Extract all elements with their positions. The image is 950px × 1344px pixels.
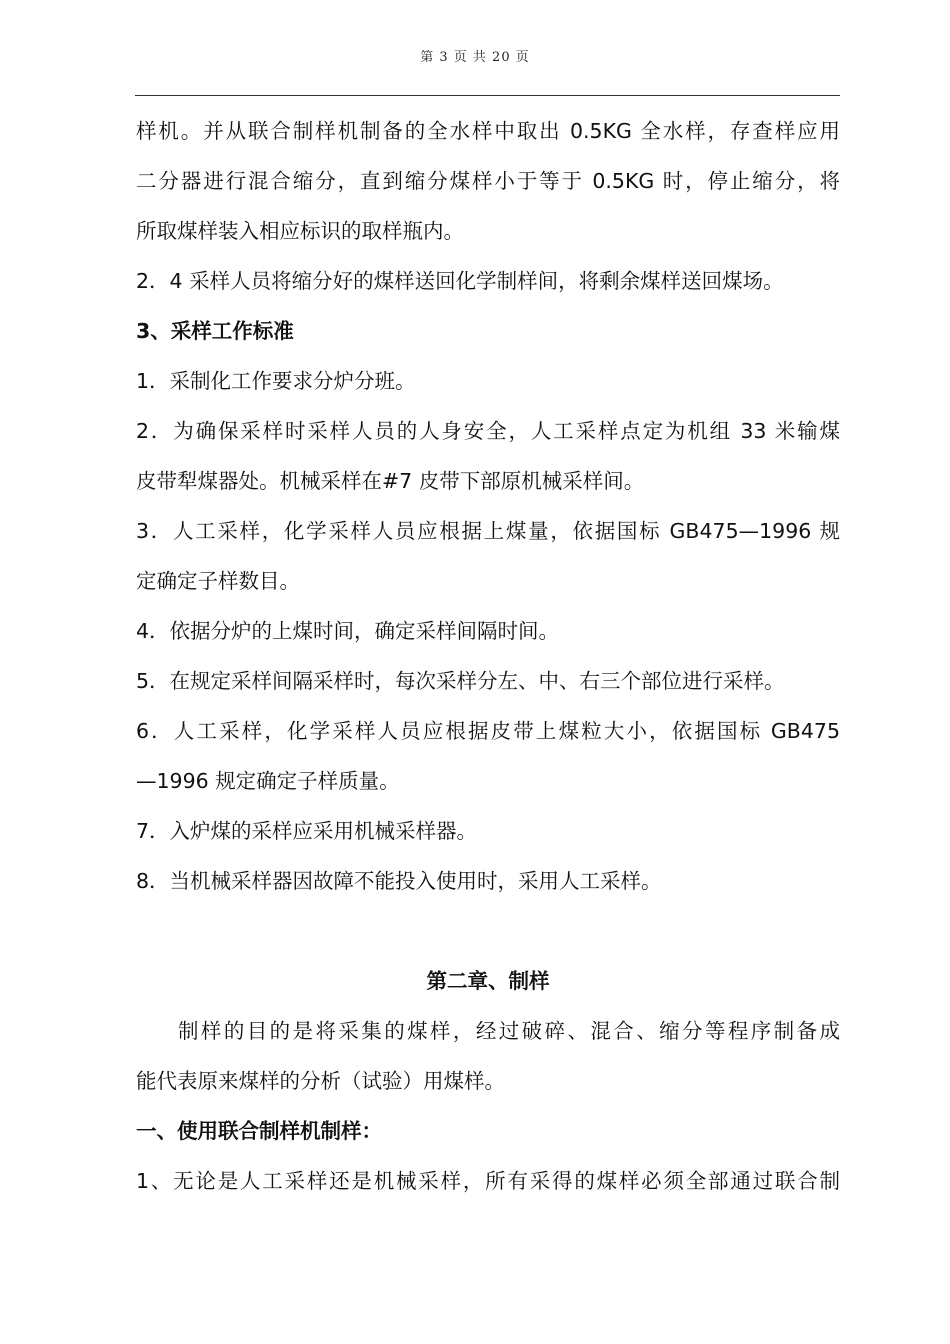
list-item: 1、无论是人工采样还是机械采样，所有采得的煤样必须全部通过联合制 — [136, 1169, 840, 1193]
paragraph-line: 制样的目的是将采集的煤样，经过破碎、混合、缩分等程序制备成 — [178, 1019, 840, 1043]
paragraph-line: 二分器进行混合缩分，直到缩分煤样小于等于 0.5KG 时，停止缩分，将 — [136, 169, 840, 193]
subsection-heading — [136, 1106, 840, 1156]
list-item: 4．依据分炉的上煤时间，确定采样间隔时间。 — [136, 619, 560, 643]
list-item: 8．当机械采样器因故障不能投入使用时，采用人工采样。 — [136, 869, 662, 893]
list-item-continuation: 定确定子样数目。 — [136, 569, 300, 593]
list-item: 6．人工采样，化学采样人员应根据皮带上煤粒大小，依据国标 GB475 — [136, 719, 840, 743]
list-item: 2．为确保采样时采样人员的人身安全，人工采样点定为机组 33 米输煤 — [136, 419, 840, 443]
list-item: 1．采制化工作要求分炉分班。 — [136, 369, 416, 393]
paragraph-line: 所取煤样装入相应标识的取样瓶内。 — [136, 219, 464, 243]
list-item-continuation: 皮带犁煤器处。机械采样在#7 皮带下部原机械采样间。 — [136, 469, 645, 493]
page-number-header: 第 3 页 共 20 页 — [420, 50, 530, 65]
section-heading: 3、采样工作标准 — [136, 319, 294, 343]
subsection-heading-text: 一、使用联合制样机制样： — [136, 1119, 382, 1143]
list-item: 7．入炉煤的采样应采用机械采样器。 — [136, 819, 478, 843]
paragraph-line: 能代表原来煤样的分析（试验）用煤样。 — [136, 1069, 505, 1093]
document-body — [136, 106, 840, 1206]
list-item-continuation: —1996 规定确定子样质量。 — [136, 769, 400, 793]
list-item: 3．人工采样，化学采样人员应根据上煤量，依据国标 GB475—1996 规 — [136, 519, 840, 543]
list-item: 5．在规定采样间隔采样时，每次采样分左、中、右三个部位进行采样。 — [136, 669, 785, 693]
paragraph-line: 样机。并从联合制样机制备的全水样中取出 0.5KG 全水样，存查样应用 — [136, 119, 840, 143]
header-divider — [135, 95, 840, 96]
paragraph-line: 2．4 采样人员将缩分好的煤样送回化学制样间，将剩余煤样送回煤场。 — [136, 269, 784, 293]
blank-spacer — [136, 906, 840, 956]
chapter-title: 第二章、制样 — [426, 969, 550, 993]
